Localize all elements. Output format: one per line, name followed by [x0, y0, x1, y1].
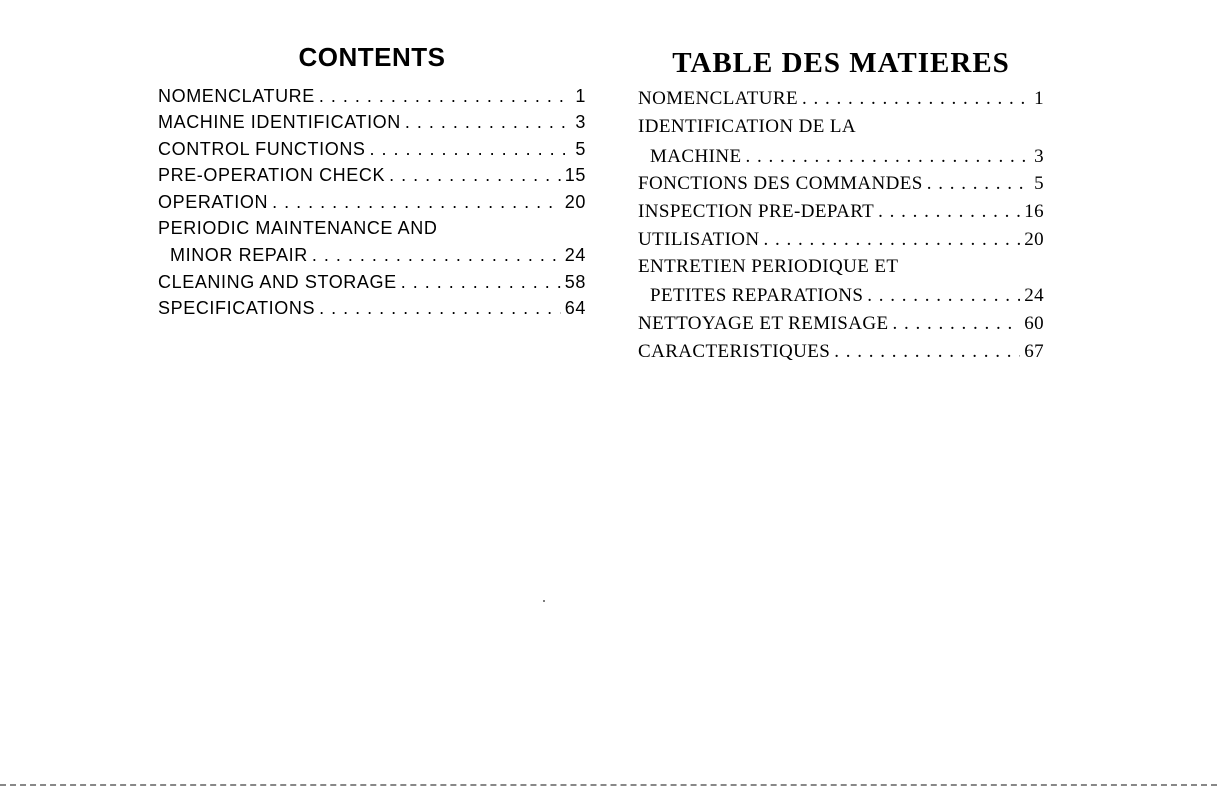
toc-entry-page: 64 [564, 298, 586, 318]
toc-entry-specifications[interactable] [158, 298, 586, 324]
toc-entry-page: 3 [1034, 146, 1044, 167]
toc-entry-nettoyage-et-remisage[interactable] [638, 313, 1044, 339]
toc-entry-identification[interactable] [638, 116, 1044, 142]
toc-entry-label: UTILISATION [638, 229, 760, 250]
toc-entry-label: PETITES REPARATIONS [650, 285, 864, 306]
toc-entry-page: 5 [1034, 173, 1044, 194]
dot-leader [405, 112, 572, 133]
toc-entry-label: INSPECTION PRE-DEPART [638, 201, 875, 222]
toc-entry-label: IDENTIFICATION DE LA [638, 116, 857, 137]
toc-entry-label: CLEANING AND STORAGE [158, 272, 397, 292]
dot-leader [272, 192, 561, 213]
dot-leader [319, 86, 571, 107]
toc-entry-label: MACHINE [650, 146, 742, 167]
dot-leader [319, 298, 561, 319]
dot-leader [370, 139, 572, 160]
toc-entry-label: MACHINE IDENTIFICATION [158, 112, 401, 132]
toc-entry-caracteristiques[interactable] [638, 341, 1044, 367]
toc-entry-page: 24 [1024, 285, 1044, 306]
toc-entry-machine[interactable] [638, 146, 1044, 172]
toc-entry-label: NOMENCLATURE [158, 86, 315, 106]
toc-entry-nomenclature-fr[interactable] [638, 88, 1044, 114]
dot-leader [312, 245, 561, 266]
dot-leader [834, 341, 1020, 363]
toc-entry-page: 58 [564, 272, 586, 292]
toc-entry-label: PERIODIC MAINTENANCE AND [158, 218, 438, 238]
toc-entry-page: 16 [1024, 201, 1044, 222]
dot-leader [867, 285, 1020, 307]
toc-entry-page: 24 [564, 245, 586, 265]
toc-entry-label: OPERATION [158, 192, 269, 212]
dot-leader [745, 146, 1030, 168]
toc-entry-page: 20 [1024, 229, 1044, 250]
dot-leader [892, 313, 1020, 335]
toc-entry-label: NOMENCLATURE [638, 88, 798, 109]
dot-leader [878, 201, 1020, 223]
toc-entry-page: 15 [564, 165, 586, 185]
toc-entry-label: MINOR REPAIR [170, 245, 308, 265]
toc-entry-control-functions[interactable] [158, 139, 586, 165]
toc-entry-cleaning-and-storage[interactable] [158, 272, 586, 298]
dot-leader [802, 88, 1030, 110]
toc-entry-page: 3 [575, 112, 586, 132]
toc-entry-page: 5 [575, 139, 586, 159]
contents-title: CONTENTS [298, 42, 446, 72]
toc-entry-label: SPECIFICATIONS [158, 298, 316, 318]
toc-entry-nomenclature[interactable] [158, 86, 586, 112]
table-des-matieres-title: TABLE DES MATIERES [672, 47, 1010, 79]
toc-entry-minor-repair[interactable] [158, 245, 586, 271]
toc-entry-inspection-pre-depart[interactable] [638, 201, 1044, 227]
toc-entry-periodic-maintenance[interactable] [158, 218, 586, 244]
toc-entry-label: PRE-OPERATION CHECK [158, 165, 386, 185]
toc-entry-label: FONCTIONS DES COMMANDES [638, 173, 923, 194]
toc-entry-page: 1 [575, 86, 586, 106]
toc-entry-petites-reparations[interactable] [638, 285, 1044, 311]
dot-leader [389, 165, 561, 186]
toc-entry-page: 67 [1024, 341, 1044, 362]
toc-entry-operation[interactable] [158, 192, 586, 218]
toc-entry-page: 20 [564, 192, 586, 212]
dot-leader [927, 173, 1030, 195]
toc-entry-utilisation[interactable] [638, 229, 1044, 255]
toc-entry-machine-identification[interactable] [158, 112, 586, 138]
toc-entry-label: ENTRETIEN PERIODIQUE ET [638, 256, 899, 277]
dot-leader [401, 272, 561, 293]
scan-speck [543, 600, 545, 602]
toc-entry-label: NETTOYAGE ET REMISAGE [638, 313, 889, 334]
toc-entry-page: 1 [1034, 88, 1044, 109]
toc-entry-pre-operation-check[interactable] [158, 165, 586, 191]
toc-entry-entretien-periodique[interactable] [638, 256, 1044, 282]
toc-entry-page: 60 [1024, 313, 1044, 334]
toc-entry-label: CARACTERISTIQUES [638, 341, 831, 362]
toc-entry-label: CONTROL FUNCTIONS [158, 139, 366, 159]
toc-entry-fonctions-des-commandes[interactable] [638, 173, 1044, 199]
bottom-edge-rule [0, 784, 1217, 788]
dot-leader [764, 229, 1021, 251]
